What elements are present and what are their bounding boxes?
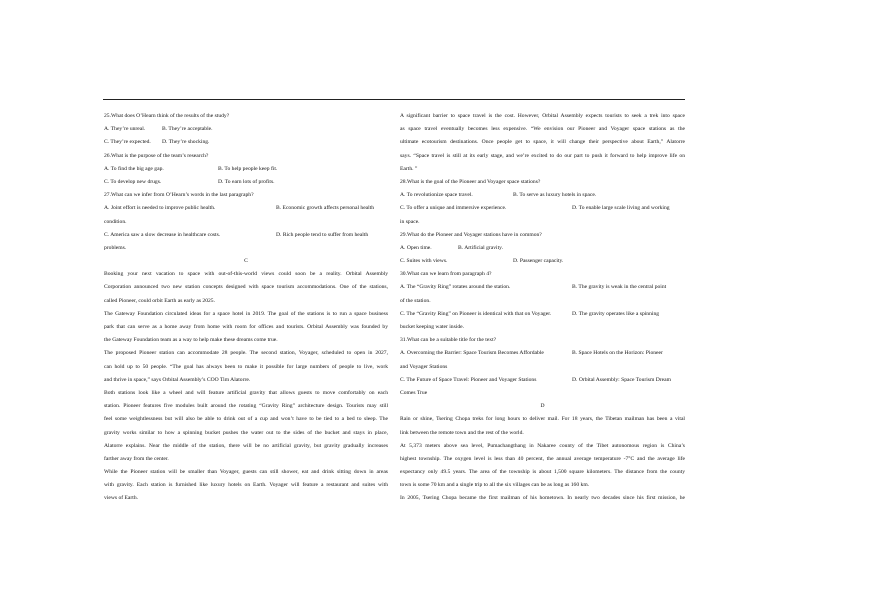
- option-b: B. Artificial gravity.: [458, 244, 503, 251]
- passage-line: and thrive in space,” says Orbital Assembly’s COO Tim Alatorre.: [104, 376, 251, 383]
- question-26-options-cd: [104, 176, 388, 189]
- option-d: D. Orbital Assembly: Space Tourism Dream: [572, 376, 671, 383]
- passage-line: with gravity. Each station is furnished like luxury hotels on Earth. Voyager will feature a restaurant and suites with: [104, 482, 388, 489]
- option-d: D. To earn lots of profits.: [218, 178, 275, 185]
- passage-line: highest township. The oxygen level is less than 40 percent, the annual average temperature -7°C and the average life: [400, 455, 685, 462]
- option-c: C. America saw a slow decrease in healthcare costs.: [104, 231, 221, 238]
- passage-line: park that can serve as a home away from home with room for offices and tourists. Orbital Assembly was founded by: [104, 324, 388, 330]
- option-a: A. They’re unreal.: [104, 126, 146, 133]
- option-d-continued: bucket keeping water inside.: [400, 324, 464, 330]
- option-d: D. To enable large scale living and working: [572, 205, 670, 212]
- option-b: B. To help people keep fit.: [218, 165, 278, 172]
- passage-line: station. Pioneer features five modules built around the rotating “Gravity Ring” architecture design. Tourists may still: [104, 403, 388, 410]
- question-26-stem: 26.What is the purpose of the team’s research?: [104, 152, 209, 159]
- passage-line: link between the remote town and the rest of the world.: [400, 429, 524, 436]
- option-d-continued: in space.: [400, 218, 420, 225]
- passage-line: Earth. ”: [400, 165, 418, 172]
- question-31-options-cd: [400, 374, 685, 387]
- option-a: A. Open time.: [400, 244, 432, 251]
- option-c: C. They’re expected.: [104, 139, 151, 146]
- passage-line: says. “Space travel is still at its early stage, and we’re excited to do our part to push it forward to help improve life on: [400, 152, 685, 159]
- section-c-heading: C: [244, 258, 248, 265]
- question-30-options-cd: [400, 308, 685, 321]
- option-d: D. They’re shocking.: [162, 139, 210, 146]
- passage-line: expectancy only 49.5 years. The area of the township is about 1,500 square kilometers. The distance from the county: [400, 469, 685, 476]
- passage-c-continued: [400, 110, 685, 176]
- right-column: [400, 110, 685, 506]
- option-c: C. The Future of Space Travel: Pioneer and Voyager Stations: [400, 376, 537, 383]
- passage-line: views of Earth.: [104, 495, 139, 502]
- question-28-options-cd: [400, 202, 685, 215]
- question-30-options-ab: [400, 281, 685, 294]
- option-a: A. Joint effort is needed to improve public health.: [104, 205, 216, 212]
- option-c: C. To offer a unique and immersive experience.: [400, 205, 507, 212]
- passage-line: Both stations look like a wheel and will feature artificial gravity that allows guests to move comfortably on each: [104, 389, 388, 396]
- option-d: D. The gravity operates like a spinning: [572, 310, 660, 317]
- passage-line: The Gateway Foundation circulated ideas for a space hotel in 2019. The goal of the stations is to run a space business: [104, 310, 388, 317]
- passage-line: town is some 70 km and a single trip to all the six villages can be as long as 160 km.: [400, 482, 590, 489]
- question-29-stem: 29.What do the Pioneer and Voyager stations have in common?: [400, 231, 542, 238]
- option-b-continued: and Voyager Stations: [400, 363, 448, 370]
- question-27-stem: 27.What can we infer from O’Hearn’s words in the last paragraph?: [104, 192, 254, 199]
- passage-d: [400, 413, 685, 505]
- option-a: A. Overcoming the Barrier: Space Tourism Becomes Affordable: [400, 350, 544, 357]
- question-25-options-cd: [104, 136, 388, 149]
- option-b: B. To serve as luxury hotels in space.: [513, 192, 597, 199]
- passage-line: While the Pioneer station will be smaller than Voyager, guests can still shower, eat and drink sitting down in areas: [104, 469, 388, 476]
- passage-line: the Gateway Foundation team as a way to help make these dreams come true.: [104, 337, 278, 344]
- option-b: B. They’re acceptable.: [162, 126, 213, 133]
- option-c: C. To develop new drugs.: [104, 178, 162, 185]
- passage-line: can hold up to 50 people. “The goal has always been to make it possible for large numbers of people to live, work: [104, 363, 388, 370]
- question-31-options-ab: [400, 347, 685, 360]
- option-a: A. To revolutionize space travel.: [400, 192, 473, 199]
- option-b: B. Economic growth affects personal health: [276, 205, 375, 212]
- option-b-continued: of the station.: [400, 297, 431, 304]
- passage-line: farther away from the center.: [104, 455, 169, 462]
- option-d: D. Rich people tend to suffer from health: [276, 231, 369, 238]
- passage-line: Corporation announced two new station concepts designed with space tourism accommodations. One of the stations,: [104, 284, 388, 291]
- option-a: A. To find the big age gap.: [104, 165, 164, 172]
- question-26-options-ab: [104, 163, 388, 176]
- passage-line: gravity works similar to how a spinning bucket pushes the water out to the sides of the bucket and stays in place,: [104, 429, 388, 436]
- passage-line: In 2005, Tsering Chopa became the first mailman of his hometown. In nearly two decades since his first mission, he: [400, 495, 685, 502]
- passage-line: A significant barrier to space travel is the cost. However, Orbital Assembly expects tourists to seek a trek into space: [400, 113, 685, 119]
- passage-c: [104, 268, 388, 505]
- section-d-heading: D: [540, 403, 545, 410]
- question-28-stem: 28.What is the goal of the Pioneer and Voyager space stations?: [400, 178, 541, 185]
- option-b: B. Space Hotels on the Horizon: Pioneer: [572, 350, 663, 357]
- question-30-stem: 30.What can we learn from paragraph 4?: [400, 271, 492, 278]
- question-31-stem: 31.What can be a suitable title for the text?: [400, 337, 497, 344]
- passage-line: Rain or shine, Tsering Chopa treks for long hours to deliver mail. For 18 years, the Tibetan mailman has been a vital: [400, 416, 685, 423]
- option-a: A. The “Gravity Ring” rotates around the station.: [400, 284, 511, 291]
- option-b: B. The gravity is weak in the central point: [572, 284, 667, 291]
- option-c: C. The “Gravity Ring” on Pioneer is identical with that on Voyager.: [400, 310, 552, 317]
- option-b-continued: condition.: [104, 218, 127, 225]
- option-d: D. Passenger capacity.: [513, 258, 564, 265]
- passage-line: called Pioneer, could orbit Earth as early as 2025.: [104, 297, 215, 304]
- passage-line: as space travel eventually becomes less expensive. “We envision our Pioneer and Voyager space stations as the: [400, 126, 685, 133]
- option-d-continued: problems.: [104, 244, 127, 251]
- left-column: [104, 110, 388, 506]
- passage-line: At 5,373 meters above sea level, Pumachangthang in Nakaree county of the Tibet autonomous region is China’s: [400, 442, 685, 449]
- question-25-stem: 25.What does O’Hearn think of the results of the study?: [104, 113, 230, 119]
- question-28-options-ab: [400, 189, 685, 202]
- passage-line: Booking your next vacation to space with out-of-this-world views could soon be a reality. Orbital Assembly: [104, 271, 388, 278]
- question-27-options-cd: [104, 229, 388, 242]
- header-rule: [103, 99, 685, 100]
- option-c: C. Suites with views.: [400, 258, 448, 265]
- question-25-options-ab: [104, 123, 388, 136]
- passage-line: The proposed Pioneer station can accommodate 28 people. The second station, Voyager, scheduled to open in 2027,: [104, 350, 388, 357]
- question-29-options-ab: [400, 242, 685, 255]
- passage-line: Alatorre explains. Near the middle of the station, there will be no artificial gravity, but gravity gradually increases: [104, 442, 388, 449]
- passage-line: feel some weightlessness but will also be able to drink out of a cup and won’t have to be tied to a bed to sleep. The: [104, 416, 388, 423]
- option-d-continued: Comes True: [400, 389, 428, 396]
- question-29-options-cd: [400, 255, 685, 268]
- passage-line: ultimate ecotourism destinations. Once people get to space, it will change their perspective about Earth,” Alatorre: [400, 139, 685, 146]
- question-27-options-ab: [104, 202, 388, 215]
